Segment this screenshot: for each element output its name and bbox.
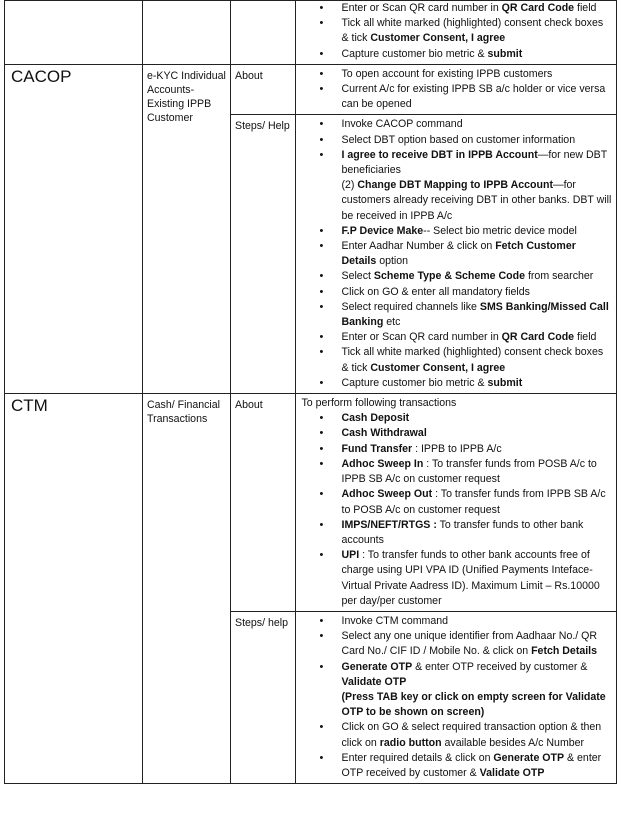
text-run: (2) [341, 179, 358, 192]
details-table [231, 394, 616, 783]
command-code [5, 1, 143, 65]
text-run: Tick all white marked (highlighted) consent check boxes & tick [341, 17, 604, 45]
section-label: Steps/ help [231, 611, 295, 783]
list-item [342, 660, 613, 721]
section-label: About [231, 65, 295, 115]
text-run: Validate OTP [479, 766, 545, 779]
list-item [342, 239, 613, 269]
list-item [342, 376, 613, 391]
text-run: submit [487, 47, 523, 60]
text-run: Adhoc Sweep Out [341, 488, 433, 501]
list-item [342, 47, 613, 62]
text-run: : To transfer funds from IPPB SB A/c to POSB A/c on customer request [341, 488, 606, 516]
text-run: available besides A/c Number [441, 736, 585, 749]
list-item [342, 629, 613, 659]
text-run: Enter Aadhar Number & click on [341, 240, 496, 253]
command-description: Cash/ Financial Transactions [143, 394, 231, 784]
command-table-body [5, 1, 617, 784]
text-run: Current A/c for existing IPPB SB a/c holder or vice versa can be opened [341, 83, 606, 111]
table-row [5, 394, 617, 784]
list-item [342, 345, 613, 375]
text-run: Enter or Scan QR card number in [341, 331, 502, 344]
text-run: I agree to receive DBT in IPPB Account [341, 148, 538, 161]
text-run: submit [487, 376, 523, 389]
text-run: IMPS/NEFT/RTGS : [341, 518, 437, 531]
section-label: About [231, 394, 295, 611]
command-table [4, 0, 617, 784]
text-run: Customer Consent, I agree [370, 32, 506, 45]
command-code: CTM [5, 394, 143, 784]
bullet-list [300, 1, 613, 62]
text-run: Select [341, 270, 374, 283]
text-run: Tick all white marked (highlighted) consent check boxes & tick [341, 346, 604, 374]
table-row [5, 1, 617, 65]
text-run: option [376, 255, 409, 268]
text-run: QR Card Code [501, 2, 575, 14]
text-run: Capture customer bio metric & [341, 47, 488, 60]
text-run: Fund Transfer [341, 442, 413, 455]
list-item [342, 300, 613, 330]
section-label [231, 1, 295, 64]
text-run: Adhoc Sweep In [341, 457, 424, 470]
list-item [342, 548, 613, 609]
text-run: Capture customer bio metric & [341, 376, 488, 389]
text-run: Fetch Customer Details [341, 240, 576, 268]
text-run: Cash Deposit [341, 412, 410, 425]
command-code: CACOP [5, 64, 143, 393]
details-section [231, 115, 616, 393]
bullet-list [300, 67, 613, 113]
text-run: Enter or Scan QR card number in [341, 2, 502, 14]
command-description: e-KYC Individual Accounts- Existing IPPB Customer [143, 64, 231, 393]
list-item [342, 1, 613, 16]
text-run: Click on GO & enter all mandatory fields [341, 285, 530, 298]
text-run: etc [383, 316, 401, 329]
text-run: SMS Banking/Missed Call Banking [341, 300, 609, 329]
list-item [342, 269, 613, 284]
list-item [342, 487, 613, 517]
text-run: Validate OTP [341, 675, 407, 688]
bullet-list [300, 411, 613, 609]
text-run: from searcher [525, 270, 594, 283]
command-details [231, 64, 617, 393]
bullet-list [300, 117, 613, 391]
text-run: F.P Device Make [341, 224, 424, 237]
list-item [342, 720, 613, 750]
text-run: Fetch Details [531, 645, 598, 658]
list-item [342, 67, 613, 82]
list-item [342, 442, 613, 457]
text-run: Generate OTP [493, 751, 565, 764]
text-run: Click on GO & select required transaction option & then click on [341, 721, 602, 749]
list-item [342, 148, 613, 178]
list-item [342, 178, 613, 224]
text-run: —for customers already receiving DBT in other banks. DBT will be received in IPPB A/c [341, 179, 612, 222]
list-item [342, 426, 613, 441]
text-run: UPI [341, 549, 360, 562]
section-content [295, 115, 616, 393]
text-run: Generate OTP [341, 660, 413, 673]
text-run: Select DBT option based on customer information [341, 133, 576, 146]
text-run: Customer Consent, I agree [370, 361, 506, 374]
list-item [342, 411, 613, 426]
text-run: & enter OTP received by customer & [341, 751, 602, 779]
section-intro: To perform following transactions [301, 397, 457, 410]
command-description [143, 1, 231, 65]
details-section [231, 611, 616, 783]
text-run: -- Select bio metric device model [423, 224, 577, 237]
list-item [342, 330, 613, 345]
details-section [231, 65, 616, 115]
section-content [295, 611, 616, 783]
section-content [295, 394, 616, 611]
text-run: : To transfer funds to other bank accounts free of charge using UPI VPA ID (Unified Payments Inteface-Virtual Private Aadress ID). Maximum Limit – Rs.10000 per day/per customer [341, 549, 600, 607]
details-table [231, 1, 616, 64]
list-item [342, 82, 613, 112]
list-item [342, 285, 613, 300]
text-run: Invoke CTM command [341, 614, 449, 627]
list-item [342, 117, 613, 132]
text-run: Cash Withdrawal [341, 427, 427, 440]
section-label: Steps/ Help [231, 115, 295, 393]
text-run: field [574, 331, 597, 344]
text-run: : IPPB to IPPB A/c [412, 442, 502, 455]
text-run: : To transfer funds from POSB A/c to IPPB SB A/c on customer request [341, 457, 597, 486]
command-details [231, 1, 617, 65]
command-details [231, 394, 617, 784]
text-run: & enter OTP received by customer & [412, 660, 588, 673]
list-item [342, 224, 613, 239]
text-run: Select required channels like [341, 300, 480, 313]
list-item [342, 457, 613, 487]
list-item [342, 614, 613, 629]
text-run: Select any one unique identifier from Aadhaar No./ QR Card No./ CIF ID / Mobile No. & click on [341, 630, 598, 658]
text-run: (Press TAB key or click on empty screen for Validate OTP to be shown on screen) [341, 690, 606, 719]
text-run: To transfer funds to other bank accounts [341, 518, 584, 546]
details-section [231, 1, 616, 64]
list-item [342, 16, 613, 46]
bullet-list [300, 614, 613, 781]
list-item [342, 751, 613, 781]
text-run: —for new DBT beneficiaries [341, 148, 608, 177]
text-run: Enter required details & click on [341, 751, 494, 764]
details-section [231, 394, 616, 611]
section-content [295, 65, 616, 115]
text-run: Scheme Type & Scheme Code [373, 270, 526, 283]
text-run: Change DBT Mapping to IPPB Account [357, 179, 553, 192]
text-run: field [574, 2, 597, 14]
list-item [342, 518, 613, 548]
text-run: radio button [379, 736, 442, 749]
text-run: QR Card Code [501, 331, 575, 344]
list-item [342, 133, 613, 148]
table-row [5, 64, 617, 393]
text-run: To open account for existing IPPB customers [341, 67, 553, 80]
text-run: Invoke CACOP command [341, 118, 463, 131]
details-table [231, 65, 616, 393]
section-content [295, 1, 616, 64]
